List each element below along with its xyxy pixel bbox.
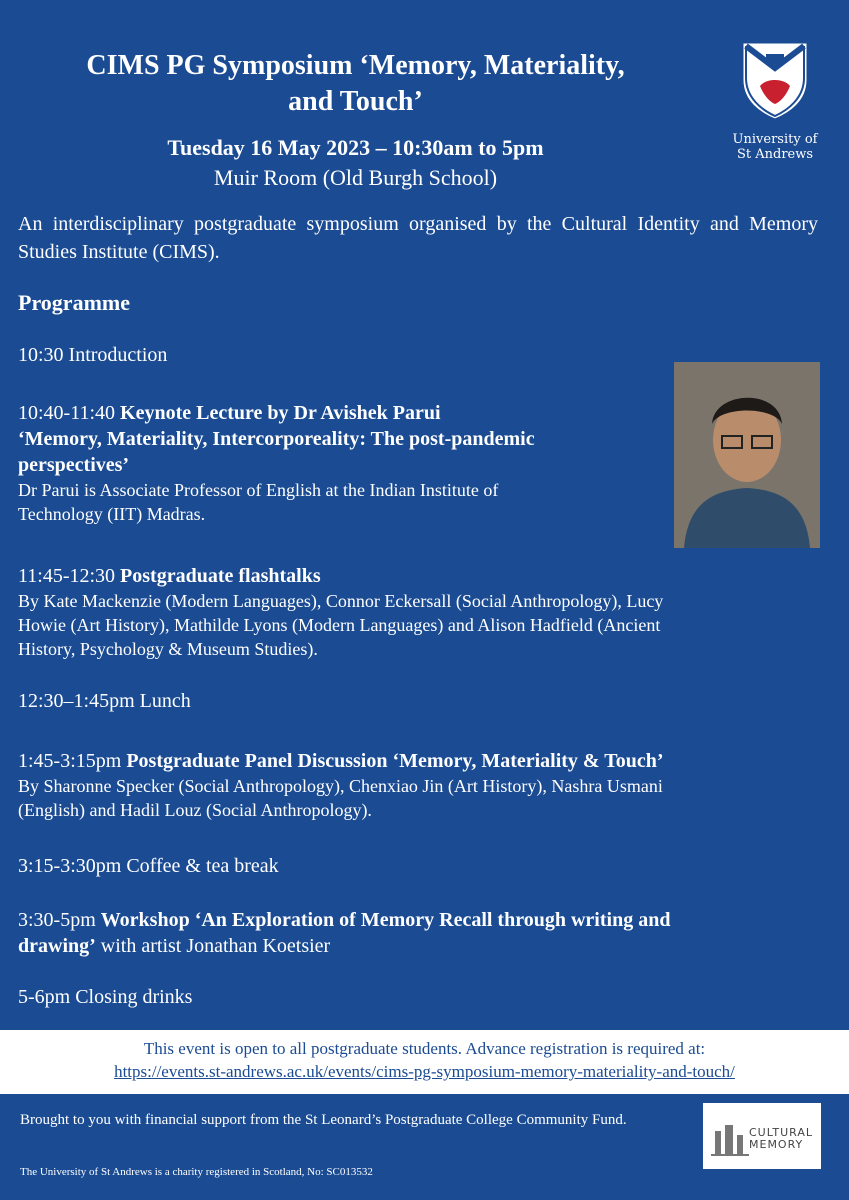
- programme-item-coffee: 3:15-3:30pm Coffee & tea break: [18, 855, 279, 877]
- funding-note: Brought to you with financial support from the St Leonard’s Postgraduate College Community Fund.: [20, 1112, 627, 1128]
- crest-icon: [740, 40, 810, 122]
- programme-heading: Programme: [18, 290, 130, 315]
- speaker-photo: [674, 362, 820, 548]
- intro-text: An interdisciplinary postgraduate symposium organised by the Cultural Identity and Memory Studies Institute (CIMS).: [18, 213, 818, 263]
- programme-item-lunch: 12:30–1:45pm Lunch: [18, 690, 191, 712]
- programme-item-panel: 1:45-3:15pm Postgraduate Panel Discussion ‘Memory, Materiality & Touch’ By Sharonne Specker (Social Anthropology), Chenxiao Jin (Art History), Nashra Usmani (English) and Hadil Louz (Social Anthropology).: [18, 750, 664, 820]
- event-title: CIMS PG Symposium ‘Memory, Materiality, and Touch’: [86, 50, 625, 117]
- registration-notice: This event is open to all postgraduate students. Advance registration is required at:: [143, 1039, 706, 1058]
- university-name: University of St Andrews: [732, 132, 818, 162]
- programme-item-workshop: 3:30-5pm Workshop ‘An Exploration of Memory Recall through writing and drawing’ with artist Jonathan Koetsier: [18, 909, 671, 957]
- cultural-memory-logo: CULTURAL MEMORY: [703, 1103, 821, 1169]
- event-venue: Muir Room (Old Burgh School): [213, 165, 498, 190]
- university-logo: [730, 40, 820, 162]
- programme-item-keynote: 10:40-11:40 Keynote Lecture by Dr Avishek Parui ‘Memory, Materiality, Intercorporeality: The post-pandemic perspectives’ Dr Parui is Associate Professor of English at the Indian Institute of Technology (IIT) Madras.: [18, 402, 535, 524]
- programme-item-introduction: 10:30 Introduction: [18, 344, 168, 366]
- charity-note: The University of St Andrews is a charity registered in Scotland, No: SC013532: [20, 1166, 373, 1178]
- registration-link[interactable]: https://events.st-andrews.ac.uk/events/cims-pg-symposium-memory-materiality-and-touch/: [114, 1062, 735, 1081]
- programme-item-flashtalks: 11:45-12:30 Postgraduate flashtalks By Kate Mackenzie (Modern Languages), Connor Eckersall (Social Anthropology), Lucy Howie (Art History), Mathilde Lyons (Modern Languages) and Alison Hadfield (Ancient History, Psychology & Museum Studies).: [18, 565, 664, 659]
- cathedral-icon: [711, 1117, 749, 1157]
- programme-item-closing: 5-6pm Closing drinks: [18, 986, 193, 1008]
- registration-box: [0, 1030, 849, 1094]
- event-date: Tuesday 16 May 2023 – 10:30am to 5pm: [167, 135, 544, 160]
